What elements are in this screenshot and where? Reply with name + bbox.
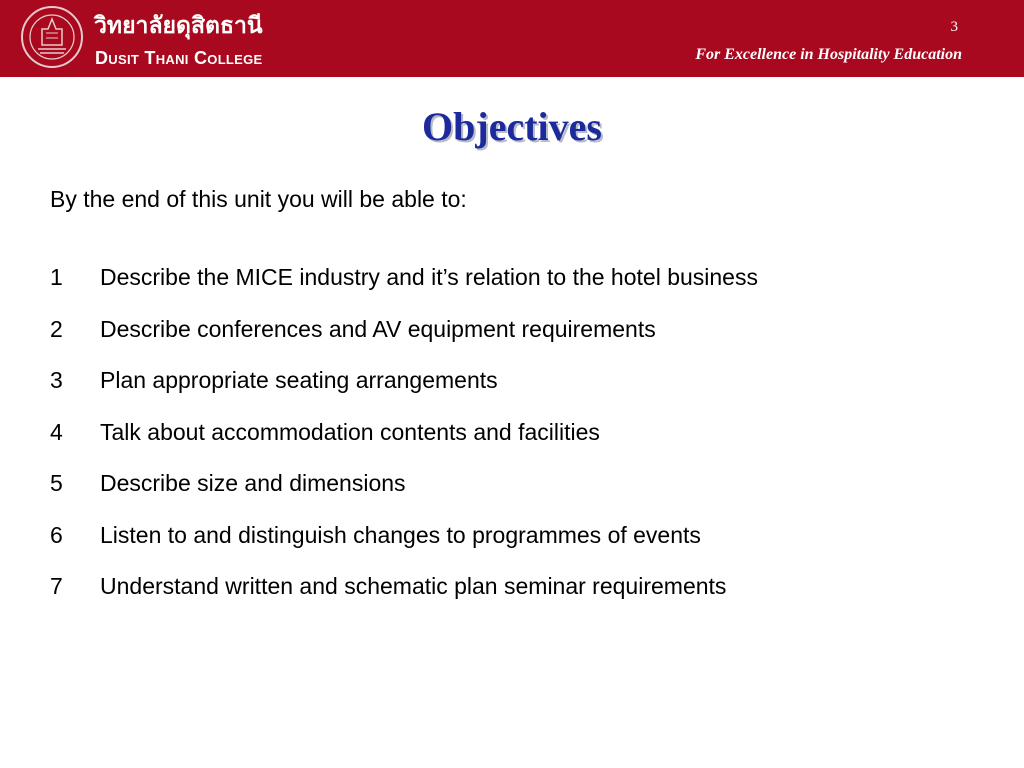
slide-number: 3 [950,19,958,35]
objective-number: 6 [50,521,63,548]
objective-number: 1 [50,264,63,290]
objective-text: Describe size and dimensions [100,470,406,496]
objective-number: 3 [50,367,63,393]
objective-number: 7 [50,573,63,599]
objective-item [50,314,758,366]
objective-item [50,262,758,314]
tagline: For Excellence in Hospitality Education [695,46,962,63]
objective-text: Listen to and distinguish changes to programmes of events [100,521,701,548]
intro-text: By the end of this unit you will be able to: [50,186,467,212]
objective-number: 5 [50,470,63,496]
objective-text: Describe conferences and AV equipment requirements [100,315,656,342]
objectives-list [50,262,758,623]
objective-item [50,365,758,417]
objective-number: 4 [50,418,63,445]
objective-item [50,468,758,520]
slide-title: Objectives [422,104,602,149]
college-name-thai: วิทยาลัยดุสิตธานี [94,13,263,39]
objective-number: 2 [50,315,63,342]
objective-text: Describe the MICE industry and it’s relation to the hotel business [100,264,758,290]
objective-text: Understand written and schematic plan seminar requirements [100,573,727,599]
college-name-english: Dusit Thani College [95,48,263,68]
college-seal-icon [20,5,84,69]
header-bar [0,0,1024,77]
objective-item [50,520,758,572]
objective-item [50,417,758,469]
objective-item [50,571,758,623]
objective-text: Talk about accommodation contents and facilities [100,418,600,445]
objective-text: Plan appropriate seating arrangements [100,367,498,393]
